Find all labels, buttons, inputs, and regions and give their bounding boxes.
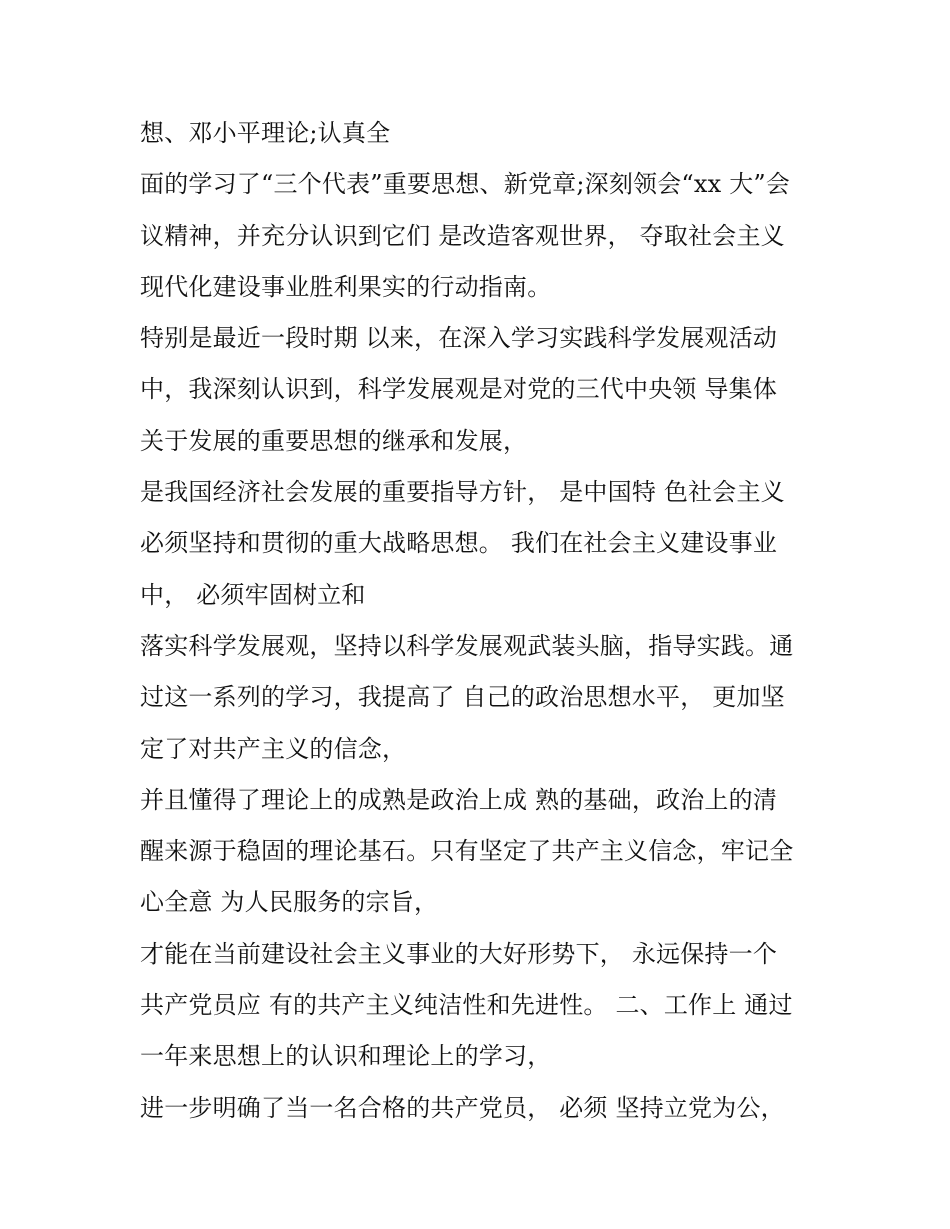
text-line: 中， 必须牢固树立和	[140, 580, 366, 609]
body-text	[140, 108, 840, 1134]
text-line: 心全意 为人民服务的宗旨，	[140, 888, 439, 917]
text-line: 特别是最近一段时期 以来，在深入学习实践科学发展观活动	[140, 324, 778, 353]
text-line: 想、邓小平理论;认真全	[140, 119, 391, 147]
text-line: 议精神，并充分认识到它们 是改造客观世界， 夺取社会主义	[140, 221, 785, 250]
text-line: 是我国经济社会发展的重要指导方针， 是中国特 色社会主义	[140, 478, 785, 507]
text-line: 共产党员应 有的共产主义纯洁性和先进性。 二、工作上 通过	[140, 991, 793, 1020]
text-line: 才能在当前建设社会主义事业的大好形势下， 永远保持一个	[140, 939, 778, 968]
text-line: 并且懂得了理论上的成熟是政治上成 熟的基础，政治上的清	[140, 785, 778, 814]
text-line: 过这一系列的学习，我提高了 自己的政治思想水平， 更加坚	[140, 683, 785, 712]
text-line: 定了对共产主义的信念，	[140, 734, 407, 763]
text-line: 醒来源于稳固的理论基石。只有坚定了共产主义信念，牢记全	[140, 837, 794, 866]
text-line: 一年来思想上的认识和理论上的学习，	[140, 1042, 552, 1071]
text-line: 面的学习了“三个代表”重要思想、新党章;深刻领会“xx 大”会	[140, 170, 791, 199]
text-line: 关于发展的重要思想的继承和发展，	[140, 426, 528, 455]
text-line: 现代化建设事业胜利果实的行动指南。	[140, 272, 552, 301]
text-line: 中，我深刻认识到，科学发展观是对党的三代中央领 导集体	[140, 375, 778, 404]
text-line: 落实科学发展观，坚持以科学发展观武装头脑，指导实践。通	[140, 631, 794, 660]
text-line: 必须坚持和贯彻的重大战略思想。 我们在社会主义建设事业	[140, 529, 778, 558]
text-line: 进一步明确了当一名合格的共产党员， 必须 坚持立党为公，	[140, 1093, 785, 1122]
